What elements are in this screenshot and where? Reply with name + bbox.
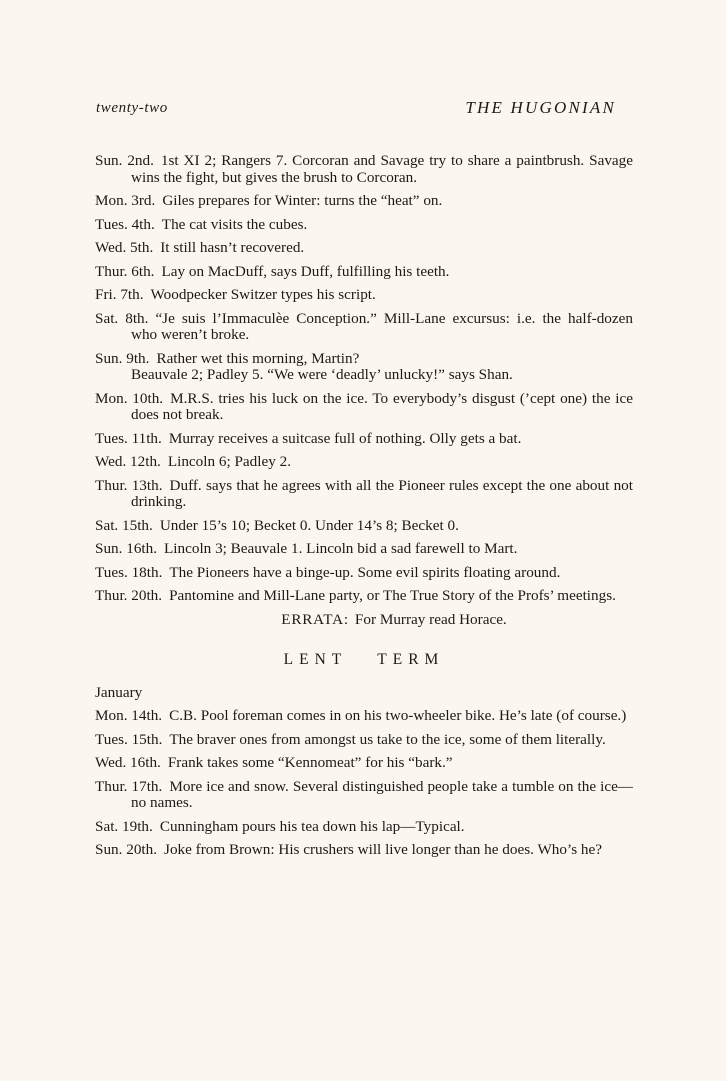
entry-date: Sun. 2nd.: [95, 152, 154, 169]
entry-text: 1st XI 2; Rangers 7. Corcoran and Savage try to share a paintbrush. Savage wins the fight, but gives the brush to Corcoran.: [131, 152, 633, 186]
diary-entry: [95, 541, 633, 558]
entry-date: Mon. 14th.: [95, 707, 163, 724]
entry-date: Fri. 7th.: [95, 286, 144, 303]
diary-entry: [95, 391, 633, 424]
entry-text: The cat visits the cubes.: [161, 215, 308, 233]
errata-text: For Murray read Horace.: [354, 610, 507, 628]
errata-label: ERRATA:: [281, 610, 349, 628]
entry-date: Wed. 12th.: [95, 453, 161, 470]
diary-entry: [95, 779, 633, 812]
entry-text: The Pioneers have a binge-up. Some evil spirits floating around.: [169, 563, 561, 581]
entry-text: Under 15’s 10; Becket 0. Under 14’s 8; Becket 0.: [159, 516, 459, 534]
entry-text: Lincoln 6; Padley 2.: [167, 453, 292, 470]
diary-entry: [95, 565, 633, 582]
entry-text: Murray receives a suitcase full of nothing. Olly gets a bat.: [168, 429, 522, 447]
publication-title: THE HUGONIAN: [465, 98, 616, 117]
diary-entry: [95, 153, 633, 186]
entry-date: Mon. 10th.: [95, 389, 164, 407]
section-heading-word: LENT: [283, 651, 348, 668]
entry-date: Tues. 11th.: [95, 429, 162, 447]
errata-note: [95, 612, 633, 629]
entry-text: It still hasn’t recovered.: [160, 239, 305, 256]
entry-date: Tues. 4th.: [95, 215, 155, 233]
entry-date: Sun. 20th.: [95, 841, 158, 858]
diary-entry: [95, 755, 633, 772]
section-heading-word: TERM: [377, 651, 445, 668]
diary-entry: [95, 431, 633, 448]
entry-text: Cunningham pours his tea down his lap—Typical.: [159, 817, 465, 835]
entries-top: [95, 153, 633, 605]
entry-text: Giles prepares for Winter: turns the “heat” on.: [162, 192, 443, 209]
entries-bottom: [95, 708, 633, 859]
diary-entry: [95, 518, 633, 535]
diary-entry: [95, 478, 633, 511]
diary-entry: [95, 240, 633, 257]
entry-date: Tues. 15th.: [95, 730, 163, 748]
entry-text: The braver ones from amongst us take to the ice, some of them literally.: [169, 730, 606, 748]
entry-date: Sun. 9th.: [95, 349, 150, 367]
page-number-label: twenty-two: [96, 100, 168, 116]
entry-text: Lay on MacDuff, says Duff, fulfilling his teeth.: [161, 262, 450, 280]
entry-text: M.R.S. tries his luck on the ice. To everybody’s disgust (’cept one) the ice does not break.: [131, 389, 633, 423]
entry-date: Thur. 17th.: [95, 777, 163, 795]
entry-date: Sat. 15th.: [95, 516, 153, 534]
entry-text: Lincoln 3; Beauvale 1. Lincoln bid a sad farewell to Mart.: [164, 540, 518, 557]
diary-entry: [95, 708, 633, 725]
diary-entry: [95, 193, 633, 210]
diary-entry: [95, 454, 633, 471]
diary-entry: [95, 588, 633, 605]
diary-entry: [95, 287, 633, 304]
entry-text: Frank takes some “Kennomeat” for his “bark.”: [167, 754, 453, 771]
entry-date: Wed. 5th.: [95, 239, 154, 256]
entry-text: Duff. says that he agrees with all the Pioneer rules except the one about not drinking.: [131, 476, 633, 510]
entry-text: C.B. Pool foreman comes in on his two-wheeler bike. He’s late (of course.): [169, 707, 627, 724]
diary-entry: [95, 311, 633, 344]
entry-date: Sun. 16th.: [95, 540, 158, 557]
entry-date: Mon. 3rd.: [95, 192, 156, 209]
diary-body: [95, 153, 633, 866]
entry-date: Sat. 19th.: [95, 817, 153, 835]
entry-date: Sat. 8th.: [95, 309, 149, 327]
entry-text: Rather wet this morning, Martin?: [156, 349, 360, 367]
running-head: [96, 100, 616, 124]
entry-text: More ice and snow. Several distinguished people take a tumble on the ice—no names.: [131, 777, 633, 811]
entry-date: Thur. 6th.: [95, 262, 155, 280]
entry-text: Joke from Brown: His crushers will live longer than he does. Who’s he?: [164, 841, 602, 858]
entry-text: “Je suis l’Immaculèe Conception.” Mill-Lane excursus: i.e. the half-dozen who weren’t broke.: [131, 309, 633, 343]
diary-entry: [95, 351, 633, 384]
entry-date: Thur. 13th.: [95, 476, 163, 494]
entry-text: Pantomine and Mill-Lane party, or The True Story of the Profs’ meetings.: [169, 587, 616, 604]
diary-entry: [95, 264, 633, 281]
entry-date: Tues. 18th.: [95, 563, 163, 581]
diary-entry: [95, 217, 633, 234]
month-label: January: [95, 683, 143, 701]
diary-entry: [95, 732, 633, 749]
section-heading: [95, 652, 633, 669]
entry-text-continued: Beauvale 2; Padley 5. “We were ‘deadly’ unlucky!” says Shan.: [131, 366, 513, 383]
entry-date: Thur. 20th.: [95, 587, 163, 604]
diary-entry: [95, 819, 633, 836]
entry-text: Woodpecker Switzer types his script.: [150, 286, 376, 303]
diary-entry: [95, 842, 633, 859]
entry-date: Wed. 16th.: [95, 754, 161, 771]
